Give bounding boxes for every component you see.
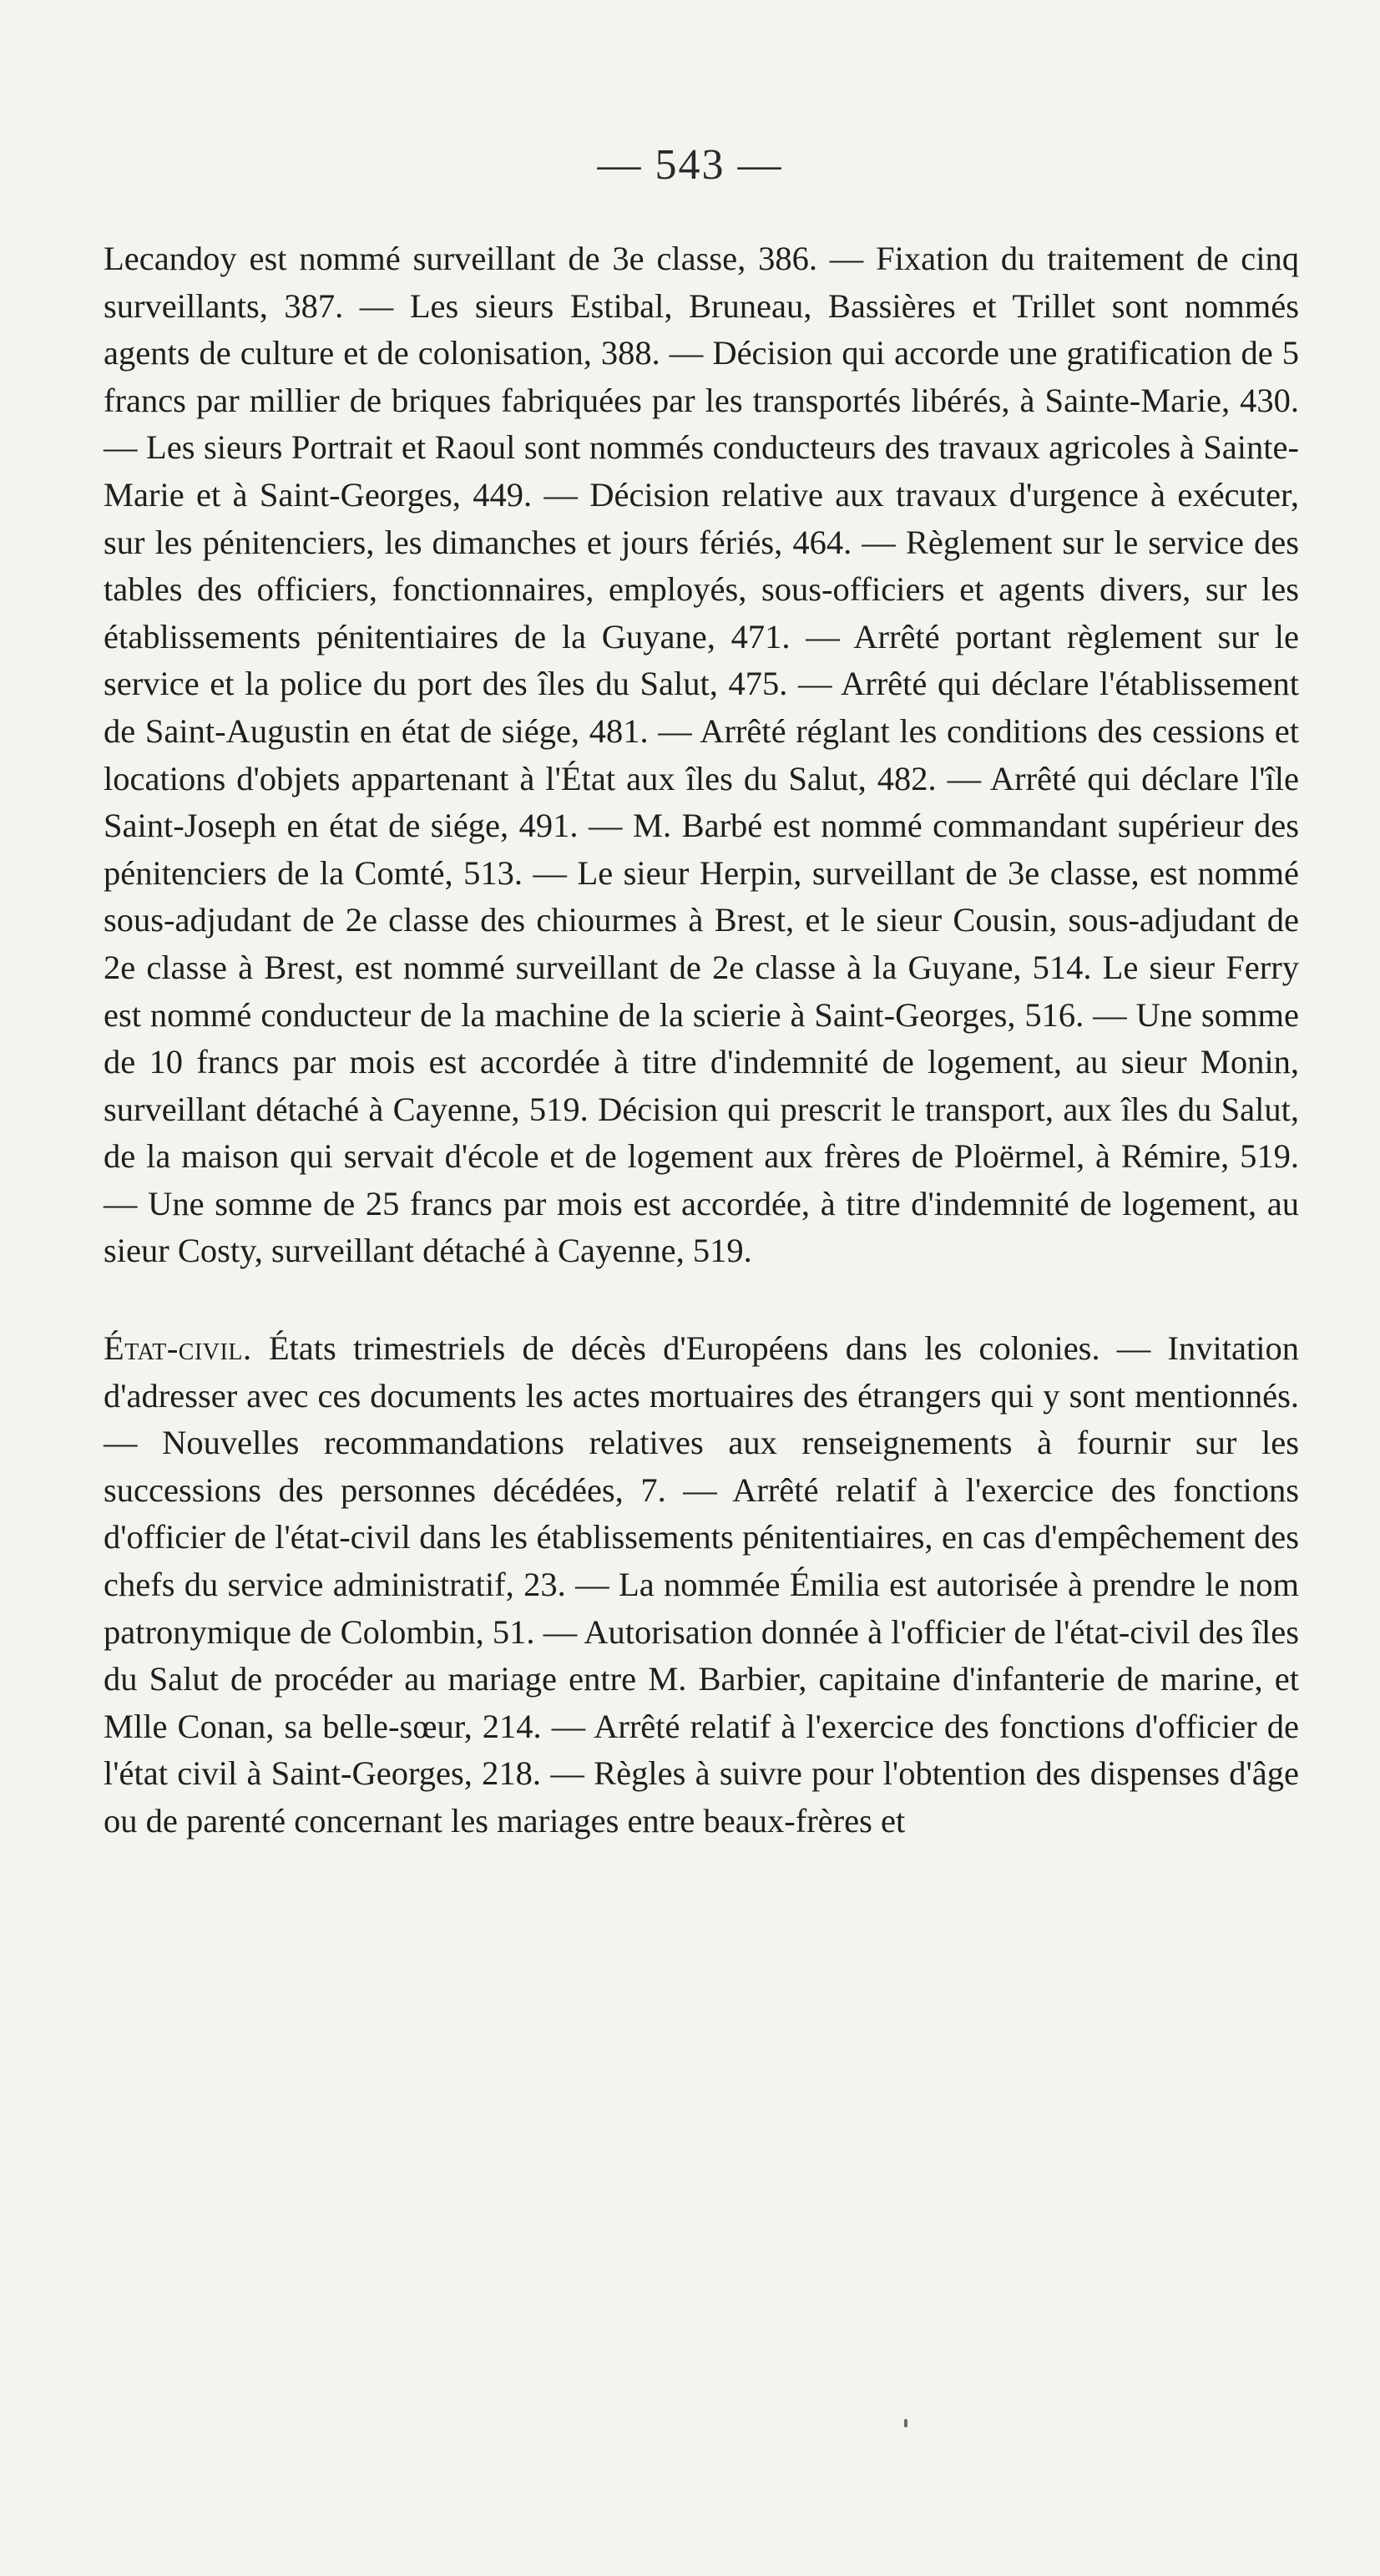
paragraph-lead: État-civil. [104, 1329, 252, 1368]
text-column [104, 235, 1299, 1845]
page-number: — 543 — [597, 141, 783, 189]
ink-speck [904, 2419, 907, 2427]
paragraph-personnel [104, 235, 1299, 1275]
paragraph-etat-civil [104, 1325, 1299, 1845]
paragraph-text: États trimestriels de décès d'Européens dans les colonies. — Invitation d'adresser avec ces documents les actes mortuaires des étrangers qui y sont mentionnés. — Nouvelles recommandations relatives aux renseignements à fournir sur les successions des personnes décédées, 7. — Arrêté relatif à l'exercice des fonctions d'officier de l'état-civil dans les établissements pénitentiaires, en cas d'empêchement des chefs du service administratif, 23. — La nommée Émilia est autorisée à prendre le nom patronymique de Colombin, 51. — Autorisation donnée à l'officier de l'état-civil des îles du Salut de procéder au mariage entre M. Barbier, capitaine d'infanterie de marine, et Mlle Conan, sa belle-sœur, 214. — Arrêté relatif à l'exercice des fonctions d'officier de l'état civil à Saint-Georges, 218. — Règles à suivre pour l'obtention des dispenses d'âge ou de parenté concernant les mariages entre beaux-frères et [104, 1329, 1299, 1840]
paragraph-text: Lecandoy est nommé surveillant de 3e classe, 386. — Fixation du traitement de cinq surveillants, 387. — Les sieurs Estibal, Bruneau, Bassières et Trillet sont nommés agents de culture et de colonisation, 388. — Décision qui accorde une gratification de 5 francs par millier de briques fabriquées par les transportés libérés, à Sainte-Marie, 430. — Les sieurs Portrait et Raoul sont nommés conducteurs des travaux agricoles à Sainte-Marie et à Saint-Georges, 449. — Décision relative aux travaux d'urgence à exécuter, sur les pénitenciers, les dimanches et jours fériés, 464. — Règlement sur le service des tables des officiers, fonctionnaires, employés, sous-officiers et agents divers, sur les établissements pénitentiaires de la Guyane, 471. — Arrêté portant règlement sur le service et la police du port des îles du Salut, 475. — Arrêté qui déclare l'établissement de Saint-Augustin en état de siége, 481. — Arrêté réglant les conditions des cessions et locations d'objets appartenant à l'État aux îles du Salut, 482. — Arrêté qui déclare l'île Saint-Joseph en état de siége, 491. — M. Barbé est nommé commandant supérieur des pénitenciers de la Comté, 513. — Le sieur Herpin, surveillant de 3e classe, est nommé sous-adjudant de 2e classe des chiourmes à Brest, et le sieur Cousin, sous-adjudant de 2e classe à Brest, est nommé surveillant de 2e classe à la Guyane, 514. Le sieur Ferry est nommé conducteur de la machine de la scierie à Saint-Georges, 516. — Une somme de 10 francs par mois est accordée à titre d'indemnité de logement, au sieur Monin, surveillant détaché à Cayenne, 519. Décision qui prescrit le transport, aux îles du Salut, de la maison qui servait d'école et de logement aux frères de Ploërmel, à Rémire, 519. — Une somme de 25 francs par mois est accordée, à titre d'indemnité de logement, au sieur Costy, surveillant détaché à Cayenne, 519. [104, 240, 1299, 1270]
